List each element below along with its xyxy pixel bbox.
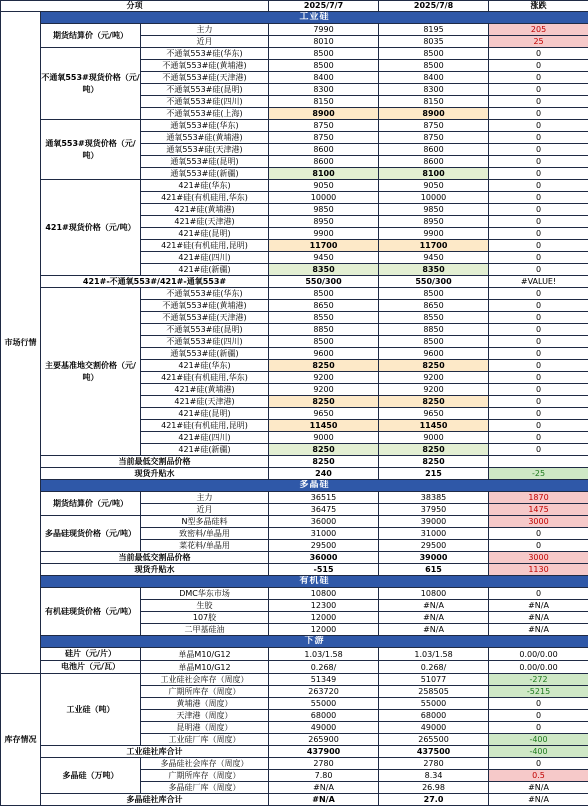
value-date-2: 51077 (379, 674, 489, 686)
value-date-2: 8500 (379, 60, 489, 72)
value-date-2: 1.03/1.58 (379, 648, 489, 661)
spread-label: 421#-不通氧553#/421#-通氧553# (41, 276, 269, 288)
value-change: 0 (489, 192, 588, 204)
row-item: 不通氧553#硅(上海) (141, 108, 269, 120)
cell-row (1, 661, 588, 674)
value-date-1: #N/A (269, 782, 379, 794)
value-date-1: 8600 (269, 156, 379, 168)
row-item: 421#硅(黄埔港) (141, 384, 269, 396)
row-item: 二甲基硅油 (141, 624, 269, 636)
value-date-1: 8100 (269, 168, 379, 180)
value-date-2: 39000 (379, 552, 489, 564)
row-item: 生胶 (141, 600, 269, 612)
value-change: 1475 (489, 504, 588, 516)
value-change: 0 (489, 710, 588, 722)
value-date-2: 265500 (379, 734, 489, 746)
value-date-2: 9900 (379, 228, 489, 240)
value-date-2: 8300 (379, 84, 489, 96)
poly-cheapest-label: 当前最低交割品价格 (41, 552, 269, 564)
table-row (1, 492, 588, 504)
value-date-1: 9600 (269, 348, 379, 360)
row-item: 主力 (141, 24, 269, 36)
row-item: 通氧553#硅(天津港) (141, 144, 269, 156)
value-change: 0 (489, 168, 588, 180)
value-date-1: 263720 (269, 686, 379, 698)
value-change: #N/A (489, 782, 588, 794)
row-item: 不通氧553#硅(天津港) (141, 312, 269, 324)
value-date-1: 9450 (269, 252, 379, 264)
group-pass553: 通氧553#现货价格（元/吨） (41, 120, 141, 180)
inventory-label: 库存情况 (1, 674, 41, 806)
row-item: 多晶硅厂库（周度） (141, 782, 269, 794)
value-change: 0 (489, 300, 588, 312)
value-change: 0 (489, 264, 588, 276)
value-change: 0 (489, 348, 588, 360)
value-date-1: 8600 (269, 144, 379, 156)
group-organic: 有机硅现货价格（元/吨） (41, 588, 141, 636)
value-date-2: 38385 (379, 492, 489, 504)
value-date-1: 8400 (269, 72, 379, 84)
value-date-2: 39000 (379, 516, 489, 528)
value-change: 0 (489, 120, 588, 132)
value-date-2: 8.34 (379, 770, 489, 782)
row-item: 通氧553#硅(新疆) (141, 168, 269, 180)
poly-basis-label: 现货升贴水 (41, 564, 269, 576)
value-change (489, 456, 588, 468)
row-item: 单晶M10/G12 (141, 648, 269, 661)
value-change: 0 (489, 528, 588, 540)
row-item: 昆明港（周度） (141, 722, 269, 734)
value-change: -5215 (489, 686, 588, 698)
value-change: 0 (489, 252, 588, 264)
header-item: 分项 (1, 1, 269, 12)
cheapest-row (1, 456, 588, 468)
value-change: 0 (489, 72, 588, 84)
value-date-1: 8750 (269, 132, 379, 144)
value-change: 0 (489, 758, 588, 770)
value-date-1: 265900 (269, 734, 379, 746)
row-item: 421#硅(四川) (141, 252, 269, 264)
value-change: 0 (489, 180, 588, 192)
value-date-1: 10800 (269, 588, 379, 600)
wafer-label: 硅片（元/片） (41, 648, 141, 661)
group-si421: 421#现货价格（元/吨） (41, 180, 141, 276)
value-change: 0 (489, 384, 588, 396)
value-change: 0 (489, 96, 588, 108)
row-item: 421#硅(昆明) (141, 408, 269, 420)
table-row (1, 758, 588, 770)
value-date-1: 8950 (269, 216, 379, 228)
value-date-2: 8600 (379, 144, 489, 156)
value-change: 1130 (489, 564, 588, 576)
value-date-2: 2780 (379, 758, 489, 770)
value-date-1: 437900 (269, 746, 379, 758)
row-item: 不通氧553#硅(黄埔港) (141, 300, 269, 312)
row-item: 近月 (141, 36, 269, 48)
value-date-2: 68000 (379, 710, 489, 722)
value-date-1: 9000 (269, 432, 379, 444)
table-row (1, 24, 588, 36)
value-change: #N/A (489, 794, 588, 806)
row-item: 421#硅(有机硅用,华东) (141, 372, 269, 384)
value-change: 3000 (489, 552, 588, 564)
row-item: 421#硅(华东) (141, 180, 269, 192)
value-date-2: 8100 (379, 168, 489, 180)
value-date-1: 240 (269, 468, 379, 480)
value-date-2: 9200 (379, 384, 489, 396)
row-item: 421#硅(有机硅用,华东) (141, 192, 269, 204)
row-item: 黄埔港（周度） (141, 698, 269, 710)
value-date-2: 8900 (379, 108, 489, 120)
row-item: 不通氧553#硅(华东) (141, 48, 269, 60)
value-date-2: 550/300 (379, 276, 489, 288)
value-date-2: 49000 (379, 722, 489, 734)
group-nonpass553: 不通氧553#现货价格（元/吨） (41, 48, 141, 120)
value-change: 0.5 (489, 770, 588, 782)
value-change: 0 (489, 228, 588, 240)
spread-row (1, 276, 588, 288)
value-date-1: 8550 (269, 312, 379, 324)
row-item: 广期所库存（周度） (141, 686, 269, 698)
row-item: 421#硅(新疆) (141, 264, 269, 276)
poly-inv-total-label: 多晶硅社库合计 (41, 794, 269, 806)
value-date-1: 11700 (269, 240, 379, 252)
value-change: 0 (489, 336, 588, 348)
value-date-2: 8250 (379, 456, 489, 468)
value-change: 0 (489, 360, 588, 372)
value-date-1: 8250 (269, 396, 379, 408)
value-date-1: 29500 (269, 540, 379, 552)
value-date-2: 8250 (379, 444, 489, 456)
value-date-1: 8650 (269, 300, 379, 312)
value-date-1: 8350 (269, 264, 379, 276)
value-change: 0 (489, 84, 588, 96)
value-date-2: 8750 (379, 120, 489, 132)
value-change: #N/A (489, 624, 588, 636)
value-date-2: 215 (379, 468, 489, 480)
cheapest-label: 当前最低交割品价格 (41, 456, 269, 468)
ind-inv-total-label: 工业硅社库合计 (41, 746, 269, 758)
section-downstream (1, 636, 588, 648)
value-date-2: 258505 (379, 686, 489, 698)
value-date-2: 8035 (379, 36, 489, 48)
table-row (1, 48, 588, 60)
value-change: 0 (489, 132, 588, 144)
value-date-2: 9600 (379, 348, 489, 360)
value-date-2: 37950 (379, 504, 489, 516)
value-date-1: -515 (269, 564, 379, 576)
value-change: 205 (489, 24, 588, 36)
row-item: 421#硅(黄埔港) (141, 204, 269, 216)
wafer-row (1, 648, 588, 661)
value-change: 0 (489, 588, 588, 600)
row-item: 广期所库存（周度） (141, 770, 269, 782)
value-date-2: 26.98 (379, 782, 489, 794)
header-date-1: 2025/7/7 (269, 1, 379, 12)
value-date-1: 8250 (269, 456, 379, 468)
value-date-1: 8250 (269, 360, 379, 372)
row-item: 107胶 (141, 612, 269, 624)
value-date-1: 8150 (269, 96, 379, 108)
value-date-1: 9850 (269, 204, 379, 216)
row-item: 通氧553#硅(黄埔港) (141, 132, 269, 144)
value-date-1: #N/A (269, 794, 379, 806)
value-change: 3000 (489, 516, 588, 528)
value-date-2: 9000 (379, 432, 489, 444)
value-date-2: 8550 (379, 312, 489, 324)
value-date-2: 9850 (379, 204, 489, 216)
value-date-1: 12000 (269, 612, 379, 624)
value-date-1: 9050 (269, 180, 379, 192)
value-date-1: 2780 (269, 758, 379, 770)
row-item: 不通氧553#硅(黄埔港) (141, 60, 269, 72)
value-change: 0 (489, 324, 588, 336)
value-date-1: 51349 (269, 674, 379, 686)
value-date-1: 9900 (269, 228, 379, 240)
row-item: 工业硅厂库（周度） (141, 734, 269, 746)
section-industrial-si (1, 12, 588, 24)
group-futures-close: 期货结算价（元/吨） (41, 24, 141, 48)
value-date-1: 9200 (269, 384, 379, 396)
value-date-2: 8950 (379, 216, 489, 228)
value-date-1: 0.268/ (269, 661, 379, 674)
value-date-1: 12000 (269, 624, 379, 636)
row-item: 通氧553#硅(昆明) (141, 156, 269, 168)
value-date-2: 8250 (379, 396, 489, 408)
value-date-1: 7990 (269, 24, 379, 36)
row-item: 不通氧553#硅(四川) (141, 336, 269, 348)
value-date-1: 8010 (269, 36, 379, 48)
value-date-1: 8850 (269, 324, 379, 336)
value-change: #N/A (489, 612, 588, 624)
value-date-2: 8400 (379, 72, 489, 84)
value-date-2: 8500 (379, 336, 489, 348)
value-change: 0 (489, 288, 588, 300)
value-change: -400 (489, 734, 588, 746)
row-item: 菜花料/单晶用 (141, 540, 269, 552)
ind-inv-total-row (1, 746, 588, 758)
value-change: 0 (489, 432, 588, 444)
value-change: 0 (489, 240, 588, 252)
table-row (1, 180, 588, 192)
section-organic-si: 有机硅 (41, 576, 588, 588)
value-change: 0.00/0.00 (489, 648, 588, 661)
section-polysilicon (1, 480, 588, 492)
header-change: 涨跌 (489, 1, 588, 12)
value-date-2: 27.0 (379, 794, 489, 806)
value-change: 25 (489, 36, 588, 48)
value-change: -272 (489, 674, 588, 686)
row-item: 通氧553#硅(新疆) (141, 348, 269, 360)
value-date-2: 615 (379, 564, 489, 576)
value-date-2: #N/A (379, 600, 489, 612)
value-date-1: 36000 (269, 516, 379, 528)
row-item: DMC华东市场 (141, 588, 269, 600)
value-date-1: 55000 (269, 698, 379, 710)
section-downstream: 下游 (41, 636, 588, 648)
section-industrial-si: 工业硅 (41, 12, 588, 24)
value-date-2: 55000 (379, 698, 489, 710)
value-date-1: 31000 (269, 528, 379, 540)
row-item: 421#硅(有机硅用,昆明) (141, 420, 269, 432)
row-item: 421#硅(华东) (141, 360, 269, 372)
value-change: 0 (489, 408, 588, 420)
value-date-2: 9200 (379, 372, 489, 384)
table-row (1, 674, 588, 686)
group-poly-spot: 多晶硅现货价格（元/吨） (41, 516, 141, 552)
row-item: 单晶M10/G12 (141, 661, 269, 674)
row-item: 多晶硅社会库存（周度） (141, 758, 269, 770)
table-row (1, 120, 588, 132)
row-item: 不通氧553#硅(华东) (141, 288, 269, 300)
value-date-2: 29500 (379, 540, 489, 552)
value-change: 0 (489, 722, 588, 734)
value-date-1: 8250 (269, 444, 379, 456)
value-date-2: 31000 (379, 528, 489, 540)
value-date-1: 68000 (269, 710, 379, 722)
value-date-2: 0.268/ (379, 661, 489, 674)
value-date-1: 49000 (269, 722, 379, 734)
row-item: 不通氧553#硅(昆明) (141, 324, 269, 336)
row-item: 天津港（周度） (141, 710, 269, 722)
row-item: 421#硅(四川) (141, 432, 269, 444)
value-change: 0 (489, 144, 588, 156)
row-item: 主力 (141, 492, 269, 504)
section-polysilicon: 多晶硅 (41, 480, 588, 492)
value-date-1: 9650 (269, 408, 379, 420)
value-date-2: #N/A (379, 624, 489, 636)
value-date-1: 10000 (269, 192, 379, 204)
table-row (1, 588, 588, 600)
value-date-1: 8900 (269, 108, 379, 120)
value-date-2: 10800 (379, 588, 489, 600)
value-date-2: 8150 (379, 96, 489, 108)
value-date-2: 8195 (379, 24, 489, 36)
value-change: 0 (489, 396, 588, 408)
group-ind-inv: 工业硅（吨） (41, 674, 141, 746)
row-item: 421#硅(新疆) (141, 444, 269, 456)
value-date-2: 437500 (379, 746, 489, 758)
value-date-1: 11450 (269, 420, 379, 432)
row-item: 不通氧553#硅(昆明) (141, 84, 269, 96)
value-date-2: 8600 (379, 156, 489, 168)
cell-label: 电池片（元/瓦） (41, 661, 141, 674)
value-date-1: 550/300 (269, 276, 379, 288)
value-change: 0 (489, 312, 588, 324)
value-date-2: 9450 (379, 252, 489, 264)
row-item: 421#硅(天津港) (141, 216, 269, 228)
market-label: 市场行情 (1, 12, 41, 674)
value-date-1: 8300 (269, 84, 379, 96)
value-change: 0 (489, 372, 588, 384)
value-date-1: 8500 (269, 288, 379, 300)
basis-row (1, 468, 588, 480)
value-change: -25 (489, 468, 588, 480)
value-date-1: 8500 (269, 336, 379, 348)
value-date-2: 8500 (379, 288, 489, 300)
value-change: #N/A (489, 600, 588, 612)
value-date-1: 9200 (269, 372, 379, 384)
value-date-2: 8250 (379, 360, 489, 372)
value-date-2: 8750 (379, 132, 489, 144)
value-change: 0 (489, 108, 588, 120)
row-item: 工业硅社会库存（周度） (141, 674, 269, 686)
row-item: N型多晶硅料 (141, 516, 269, 528)
value-change: 0.00/0.00 (489, 661, 588, 674)
value-date-1: 8500 (269, 48, 379, 60)
value-date-1: 36475 (269, 504, 379, 516)
value-change: 0 (489, 444, 588, 456)
value-date-1: 8750 (269, 120, 379, 132)
value-date-2: 9650 (379, 408, 489, 420)
value-date-2: 11700 (379, 240, 489, 252)
value-date-1: 1.03/1.58 (269, 648, 379, 661)
section-organic-si (1, 576, 588, 588)
header-date-2: 2025/7/8 (379, 1, 489, 12)
table-row (1, 288, 588, 300)
value-change: 0 (489, 540, 588, 552)
value-change: 0 (489, 156, 588, 168)
value-change: 0 (489, 420, 588, 432)
value-date-1: 36515 (269, 492, 379, 504)
value-change: -400 (489, 746, 588, 758)
value-date-2: 8350 (379, 264, 489, 276)
group-delivery: 主要基准地交割价格（元/吨） (41, 288, 141, 456)
value-date-2: 8850 (379, 324, 489, 336)
value-date-2: 8500 (379, 48, 489, 60)
value-date-2: 9050 (379, 180, 489, 192)
value-date-1: 36000 (269, 552, 379, 564)
row-item: 不通氧553#硅(四川) (141, 96, 269, 108)
value-change: 0 (489, 60, 588, 72)
row-item: 不通氧553#硅(天津港) (141, 72, 269, 84)
value-date-2: 11450 (379, 420, 489, 432)
value-date-2: 10000 (379, 192, 489, 204)
value-date-1: 7.80 (269, 770, 379, 782)
table-row (1, 516, 588, 528)
value-date-2: 8650 (379, 300, 489, 312)
value-change: 0 (489, 48, 588, 60)
value-change: 0 (489, 698, 588, 710)
poly-basis-row (1, 564, 588, 576)
value-change: 1870 (489, 492, 588, 504)
group-poly-inv: 多晶硅（万吨） (41, 758, 141, 794)
value-change: 0 (489, 216, 588, 228)
basis-label: 现货升贴水 (41, 468, 269, 480)
value-date-2: #N/A (379, 612, 489, 624)
row-item: 421#硅(有机硅用,昆明) (141, 240, 269, 252)
group-poly-futures: 期货结算价（元/吨） (41, 492, 141, 516)
row-item: 421#硅(昆明) (141, 228, 269, 240)
value-change: #VALUE! (489, 276, 588, 288)
row-item: 421#硅(天津港) (141, 396, 269, 408)
row-item: 通氧553#硅(华东) (141, 120, 269, 132)
value-date-1: 8500 (269, 60, 379, 72)
value-date-1: 12300 (269, 600, 379, 612)
row-item: 近月 (141, 504, 269, 516)
header-row (1, 1, 588, 12)
row-item: 致密料/单晶用 (141, 528, 269, 540)
poly-cheapest-row (1, 552, 588, 564)
value-change: 0 (489, 204, 588, 216)
